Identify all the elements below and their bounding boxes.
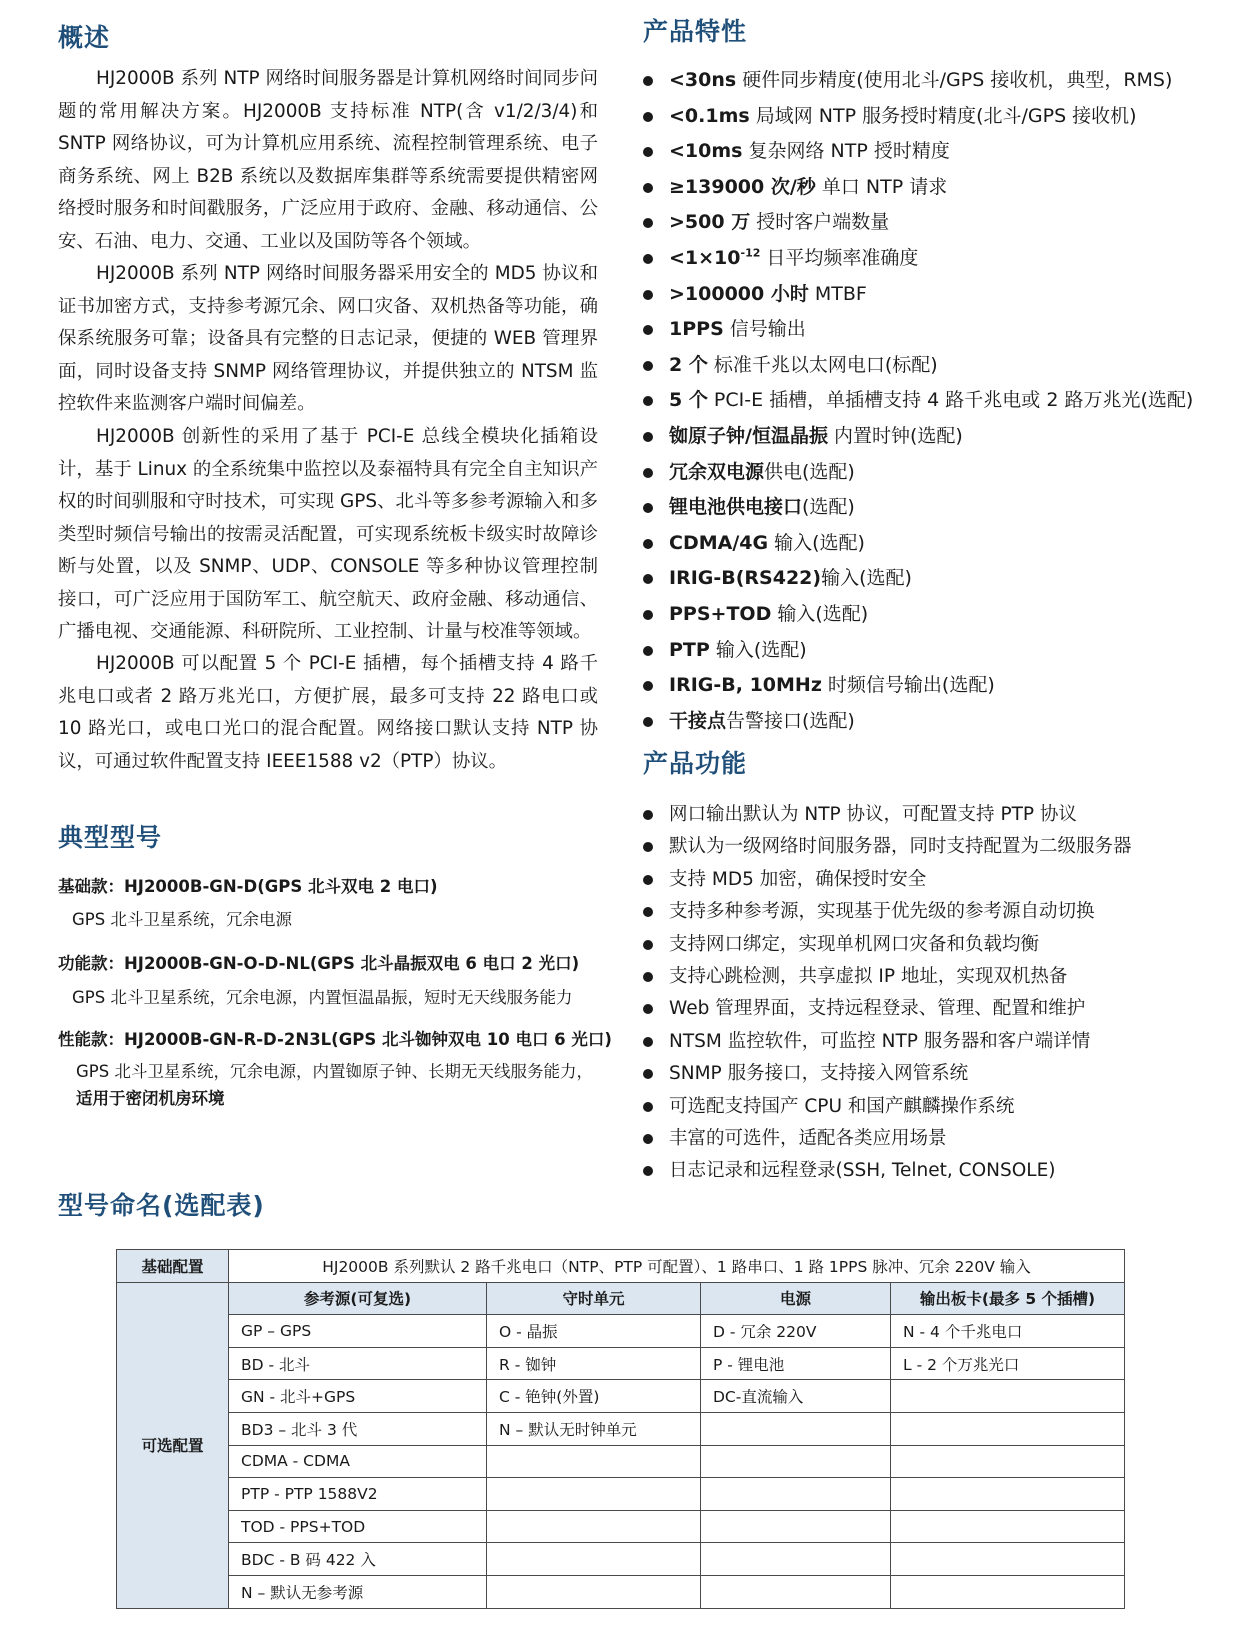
table-row [117, 1510, 1125, 1543]
table-cell [701, 1575, 891, 1608]
function-item: Web 管理界面，支持远程登录、管理、配置和维护 [643, 993, 1203, 1025]
table-row [117, 1543, 1125, 1576]
table-cell: N – 默认无参考源 [229, 1575, 487, 1608]
functions-heading: 产品功能 [643, 749, 748, 778]
table-row [117, 1347, 1125, 1380]
column-header: 守时单元 [487, 1282, 701, 1315]
feature-item: <10ms 复杂网络 NTP 授时精度 [643, 134, 1203, 170]
table-cell [891, 1445, 1125, 1478]
model-basic-title: 基础款：HJ2000B-GN-D(GPS 北斗双电 2 电口) [58, 877, 438, 896]
overview-paragraph-2: HJ2000B 系列 NTP 网络时间服务器采用安全的 MD5 协议和证书加密方式，支持参考源冗余、网口灾备、双机热备等功能，确保系统服务可靠；设备具有完整的日志记录，便捷的 WEB 管理界面，同时设备支持 SNMP 网络管理协议，并提供独立的 NTSM 监控软件来监测客户端时间偏差。 [58, 263, 598, 414]
function-item: 丰富的可选件，适配各类应用场景 [643, 1123, 1203, 1155]
function-item: 支持心跳检测，共享虚拟 IP 地址，实现双机热备 [643, 961, 1203, 993]
table-cell [701, 1478, 891, 1511]
function-item: 可选配支持国产 CPU 和国产麒麟操作系统 [643, 1091, 1203, 1123]
feature-item: IRIG-B, 10MHz 时频信号输出(选配) [643, 668, 1203, 704]
table-cell [701, 1510, 891, 1543]
function-item: 默认为一级网络时间服务器，同时支持配置为二级服务器 [643, 831, 1203, 863]
feature-item: <0.1ms 局域网 NTP 服务授时精度(北斗/GPS 接收机) [643, 99, 1203, 135]
optional-config-label: 可选配置 [117, 1282, 229, 1608]
table-cell [701, 1543, 891, 1576]
model-performance-title: 性能款：HJ2000B-GN-R-D-2N3L(GPS 北斗铷钟双电 10 电口 6 光口) [58, 1030, 612, 1049]
feature-item: <30ns 硬件同步精度(使用北斗/GPS 接收机，典型，RMS) [643, 63, 1203, 99]
table-cell: PTP - PTP 1588V2 [229, 1478, 487, 1511]
table-row [117, 1478, 1125, 1511]
table-cell [701, 1445, 891, 1478]
table-cell [891, 1412, 1125, 1445]
table-cell: O - 晶振 [487, 1315, 701, 1348]
table-cell: TOD - PPS+TOD [229, 1510, 487, 1543]
function-item: NTSM 监控软件，可监控 NTP 服务器和客户端详情 [643, 1026, 1203, 1058]
config-table [116, 1249, 1125, 1609]
overview-paragraph-3: HJ2000B 创新性的采用了基于 PCI-E 总线全模块化插箱设计，基于 Linux 的全系统集中监控以及泰福特具有完全自主知识产权的时间驯服和守时技术，可实现 GPS、北斗等多参考源输入和多类型时频信号输出的按需灵活配置，可实现系统板卡级实时故障诊断与处置，以及 SNMP、UDP、CONSOLE 等多种协议管理控制接口，可广泛应用于国防军工、航空航天、政府金融、移动通信、广播电视、交通能源、科研院所、工业控制、计量与校准等领域。 [58, 426, 598, 642]
table-row [117, 1575, 1125, 1608]
feature-item: 干接点告警接口(选配) [643, 704, 1203, 740]
function-item: 日志记录和远程登录(SSH, Telnet, CONSOLE) [643, 1155, 1203, 1187]
table-cell: D - 冗余 220V [701, 1315, 891, 1348]
table-cell [701, 1412, 891, 1445]
table-cell [891, 1575, 1125, 1608]
model-function-desc: GPS 北斗卫星系统，冗余电源，内置恒温晶振，短时无天线服务能力 [72, 988, 573, 1007]
feature-item: 冗余双电源供电(选配) [643, 455, 1203, 491]
base-config-value: HJ2000B 系列默认 2 路千兆电口（NTP、PTP 可配置）、1 路串口、1 路 1PPS 脉冲、冗余 220V 输入 [229, 1250, 1125, 1283]
table-cell [891, 1510, 1125, 1543]
feature-item: CDMA/4G 输入(选配) [643, 526, 1203, 562]
overview-paragraph-1: HJ2000B 系列 NTP 网络时间服务器是计算机网络时间同步问题的常用解决方案。HJ2000B 支持标准 NTP(含 v1/2/3/4)和 SNTP 网络协议，可为计算机应用系统、流程控制管理系统、电子商务系统、网上 B2B 系统以及数据库集群等系统需要提供精密网络授时服务和时间戳服务，广泛应用于政府、金融、移动通信、公安、石油、电力、交通、工业以及国防等各个领域。 [58, 68, 598, 252]
table-cell: GN - 北斗+GPS [229, 1380, 487, 1413]
table-cell: N – 默认无时钟单元 [487, 1412, 701, 1445]
feature-item: >500 万 授时客户端数量 [643, 205, 1203, 241]
table-cell: DC-直流输入 [701, 1380, 891, 1413]
feature-item: 5 个 PCI-E 插槽，单插槽支持 4 路千兆电或 2 路万兆光(选配) [643, 383, 1203, 419]
feature-item: PTP 输入(选配) [643, 633, 1203, 669]
feature-item: 锂电池供电接口(选配) [643, 490, 1203, 526]
table-cell: CDMA - CDMA [229, 1445, 487, 1478]
table-cell [487, 1575, 701, 1608]
table-cell: R - 铷钟 [487, 1347, 701, 1380]
functions-list [643, 799, 1203, 1188]
function-item: 支持 MD5 加密，确保授时安全 [643, 864, 1203, 896]
model-basic-desc: GPS 北斗卫星系统，冗余电源 [72, 910, 292, 929]
column-header: 输出板卡(最多 5 个插槽) [891, 1282, 1125, 1315]
feature-item: ≥139000 次/秒 单口 NTP 请求 [643, 170, 1203, 206]
column-header: 电源 [701, 1282, 891, 1315]
table-row [117, 1412, 1125, 1445]
function-item: 支持多种参考源，实现基于优先级的参考源自动切换 [643, 896, 1203, 928]
table-cell [487, 1478, 701, 1511]
function-item: SNMP 服务接口，支持接入网管系统 [643, 1058, 1203, 1090]
table-cell: C - 铯钟(外置) [487, 1380, 701, 1413]
table-row [117, 1445, 1125, 1478]
table-row [117, 1380, 1125, 1413]
features-heading: 产品特性 [643, 17, 748, 46]
table-row [117, 1315, 1125, 1348]
overview-heading: 概述 [58, 23, 111, 52]
table-cell [891, 1380, 1125, 1413]
feature-item: >100000 小时 MTBF [643, 277, 1203, 313]
table-cell: P - 锂电池 [701, 1347, 891, 1380]
feature-item: IRIG-B(RS422)输入(选配) [643, 561, 1203, 597]
table-cell: L - 2 个万兆光口 [891, 1347, 1125, 1380]
table-cell: GP – GPS [229, 1315, 487, 1348]
table-cell [487, 1510, 701, 1543]
column-header: 参考源(可复选) [229, 1282, 487, 1315]
feature-item: 铷原子钟/恒温晶振 内置时钟(选配) [643, 419, 1203, 455]
table-cell: BD3 – 北斗 3 代 [229, 1412, 487, 1445]
table-cell [891, 1478, 1125, 1511]
function-item: 网口输出默认为 NTP 协议，可配置支持 PTP 协议 [643, 799, 1203, 831]
typical-models-heading: 典型型号 [58, 823, 163, 852]
table-cell [891, 1543, 1125, 1576]
table-cell [487, 1445, 701, 1478]
feature-item: PPS+TOD 输入(选配) [643, 597, 1203, 633]
feature-item: 2 个 标准千兆以太网电口(标配) [643, 348, 1203, 384]
model-function-title: 功能款：HJ2000B-GN-O-D-NL(GPS 北斗晶振双电 6 电口 2 光口) [58, 954, 580, 973]
feature-item: $<1\times 10^{-12}$ 日平均频率准确度 [643, 241, 1203, 277]
model-performance-desc: GPS 北斗卫星系统，冗余电源，内置铷原子钟、长期无天线服务能力，适用于密闭机房环境 [76, 1062, 593, 1108]
table-cell: BDC - B 码 422 入 [229, 1543, 487, 1576]
table-header-row [117, 1282, 1125, 1315]
table-cell: N - 4 个千兆电口 [891, 1315, 1125, 1348]
base-config-label: 基础配置 [117, 1250, 229, 1283]
table-cell: BD - 北斗 [229, 1347, 487, 1380]
table-cell [487, 1543, 701, 1576]
feature-item: 1PPS 信号输出 [643, 312, 1203, 348]
overview-paragraph-4: HJ2000B 可以配置 5 个 PCI-E 插槽，每个插槽支持 4 路千兆电口或者 2 路万兆光口，方便扩展，最多可支持 22 路电口或 10 路光口，或电口光口的混合配置。网络接口默认支持 NTP 协议，可通过软件配置支持 IEEE1588 v2（PTP）协议。 [58, 653, 598, 772]
features-list [643, 63, 1203, 739]
function-item: 支持网口绑定，实现单机网口灾备和负载均衡 [643, 929, 1203, 961]
table-row [117, 1250, 1125, 1283]
naming-heading: 型号命名(选配表) [58, 1191, 265, 1220]
